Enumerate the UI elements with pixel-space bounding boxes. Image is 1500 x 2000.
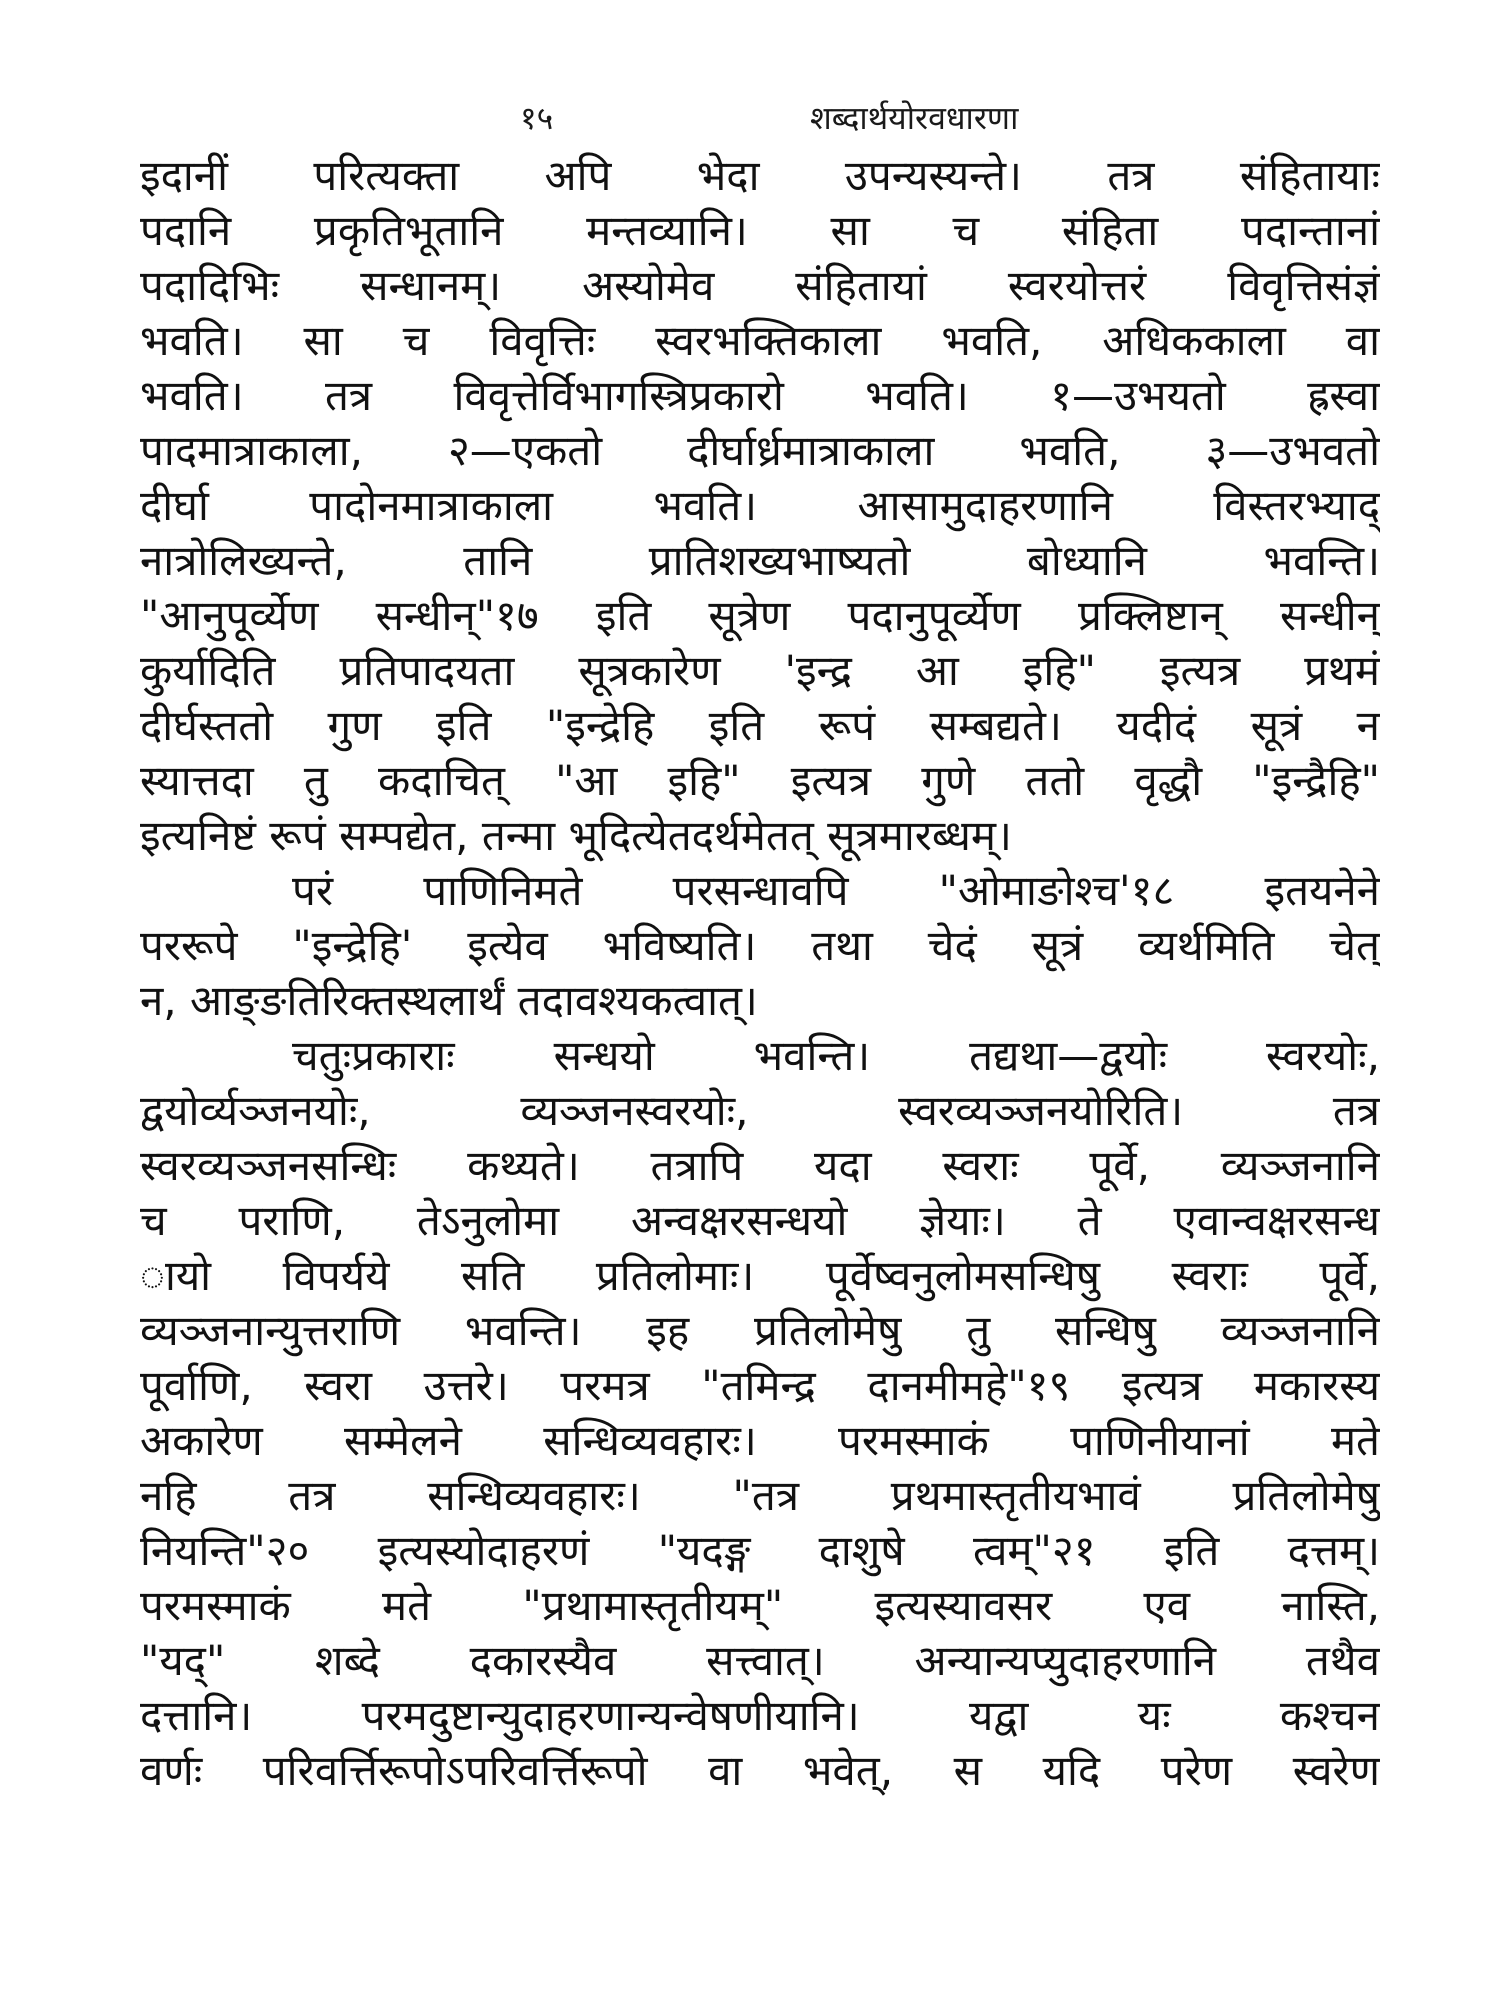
text-line: परमस्माकं मते "प्रथामास्तृतीयम्" इत्यस्यावसर एव नास्ति,	[140, 1581, 1380, 1630]
text-line: च पराणि, तेऽनुलोमा अन्वक्षरसन्धयो ज्ञेयाः। ते एवान्वक्षरसन्ध	[140, 1196, 1380, 1245]
body-text	[140, 148, 1380, 1798]
text-line: दीर्घा पादोनमात्राकाला भवति। आसामुदाहरणानि विस्तरभ्याद्	[140, 481, 1380, 530]
text-line: व्यञ्जनान्युत्तराणि भवन्ति। इह प्रतिलोमेषु तु सन्धिषु व्यञ्जनानि	[140, 1306, 1380, 1355]
text-line: स्वरव्यञ्जनसन्धिः कथ्यते। तत्रापि यदा स्वराः पूर्वे, व्यञ्जनानि	[140, 1141, 1380, 1190]
text-line: भवति। सा च विवृत्तिः स्वरभक्तिकाला भवति, अधिककाला वा	[140, 316, 1380, 365]
text-line: पादमात्राकाला, २—एकतो दीर्घार्ध्रमात्राकाला भवति, ३—उभवतो	[140, 426, 1380, 475]
text-line: नात्रोलिख्यन्ते, तानि प्रातिशख्यभाष्यतो बोध्यानि भवन्ति।	[140, 536, 1380, 585]
text-line: न, आङ्ङतिरिक्तस्थलार्थं तदावश्यकत्वात्।	[140, 976, 758, 1025]
text-line: "आनुपूर्व्येण सन्धीन्"१७ इति सूत्रेण पदानुपूर्व्येण प्रक्लिष्टान् सन्धीन्	[140, 591, 1380, 640]
text-line: पदानि प्रकृतिभूतानि मन्तव्यानि। सा च संहिता पदान्तानां	[140, 206, 1380, 255]
text-line: नहि तत्र सन्धिव्यवहारः। "तत्र प्रथमास्तृतीयभावं प्रतिलोमेषु	[140, 1471, 1380, 1520]
paragraph-start-line: परं पाणिनिमते परसन्धावपि "ओमाङोश्च'१८ इतयनेने	[292, 866, 1380, 915]
text-line: अकारेण सम्मेलने सन्धिव्यवहारः। परमस्माकं पाणिनीयानां मते	[140, 1416, 1380, 1465]
page-number: १५	[520, 99, 554, 137]
text-line: इत्यनिष्टं रूपं सम्पद्येत, तन्मा भूदित्येतदर्थमेतत् सूत्रमारब्धम्।	[140, 811, 1012, 860]
text-line: द्वयोर्व्यञ्जनयोः, व्यञ्जनस्वरयोः, स्वरव्यञ्जनयोरिति। तत्र	[140, 1086, 1380, 1135]
text-line: पूर्वाणि, स्वरा उत्तरे। परमत्र "तमिन्द्र दानमीमहे"१९ इत्यत्र मकारस्य	[140, 1361, 1380, 1410]
paragraph-start-line: चतुःप्रकाराः सन्धयो भवन्ति। तद्यथा—द्वयोः स्वरयोः,	[292, 1031, 1380, 1080]
text-line: ायो विपर्यये सति प्रतिलोमाः। पूर्वेष्वनुलोमसन्धिषु स्वराः पूर्वे,	[140, 1251, 1380, 1300]
text-line: दत्तानि। परमदुष्टान्युदाहरणान्यन्वेषणीयानि। यद्वा यः कश्चन	[140, 1691, 1380, 1740]
text-line: "यद्" शब्दे दकारस्यैव सत्त्वात्। अन्यान्यप्युदाहरणानि तथैव	[140, 1636, 1380, 1685]
text-line: पररूपे "इन्द्रेहि' इत्येव भविष्यति। तथा चेदं सूत्रं व्यर्थमिति चेत्	[140, 921, 1380, 970]
text-line: कुर्यादिति प्रतिपादयता सूत्रकारेण 'इन्द्र आ इहि" इत्यत्र प्रथमं	[140, 646, 1380, 695]
text-line: स्यात्तदा तु कदाचित् "आ इहि" इत्यत्र गुणे ततो वृद्धौ "इन्द्रैहि"	[140, 756, 1380, 805]
text-line: इदानीं परित्यक्ता अपि भेदा उपन्यस्यन्ते। तत्र संहितायाः	[140, 151, 1380, 200]
text-line: वर्णः परिवर्त्तिरूपोऽपरिवर्त्तिरूपो वा भवेत्, स यदि परेण स्वरेण	[140, 1746, 1380, 1795]
text-line: पदादिभिः सन्धानम्। अस्योमेव संहितायां स्वरयोत्तरं विवृत्तिसंज्ञं	[140, 261, 1380, 310]
text-line: दीर्घस्ततो गुण इति "इन्द्रेहि इति रूपं सम्बद्यते। यदीदं सूत्रं न	[140, 701, 1380, 750]
text-line: भवति। तत्र विवृत्तेर्विभागस्त्रिप्रकारो भवति। १—उभयतो ह्रस्वा	[140, 371, 1380, 420]
running-title: शब्दार्थयोरवधारणा	[810, 99, 1019, 137]
text-line: नियन्ति"२० इत्यस्योदाहरणं "यदङ्ग दाशुषे त्वम्"२१ इति दत्तम्।	[140, 1526, 1380, 1575]
page-header	[140, 88, 1380, 148]
